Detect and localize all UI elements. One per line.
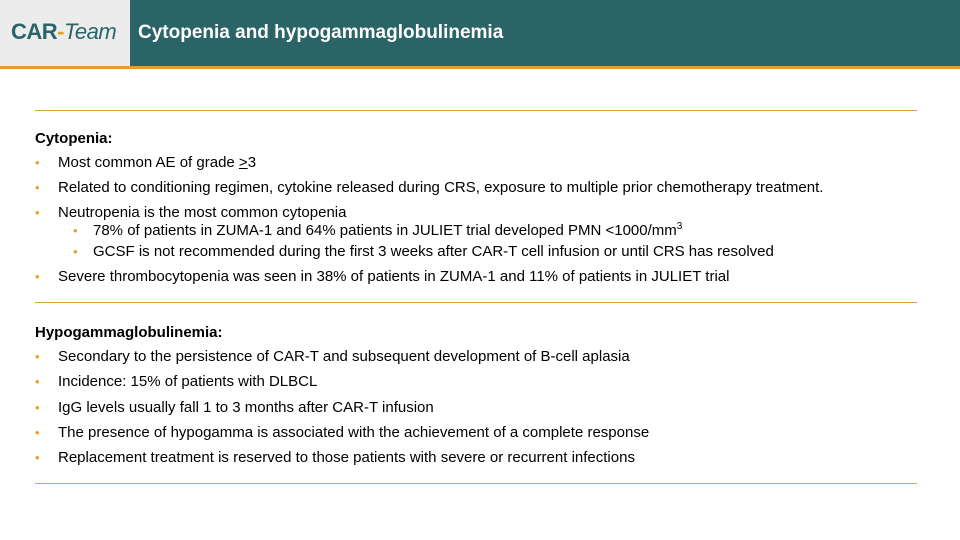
bullet-dot: •	[35, 269, 40, 284]
bullet-dot: •	[35, 180, 40, 195]
bullet-dot: •	[35, 205, 40, 220]
cytopenia-heading: Cytopenia:	[35, 130, 113, 147]
divider-bottom	[35, 483, 917, 484]
car-team-logo: CAR-Team	[11, 19, 117, 44]
slide-title: Cytopenia and hypogammaglobulinemia	[138, 22, 504, 43]
bullet-dot: •	[35, 374, 40, 389]
bullet-dot: •	[35, 400, 40, 415]
bullet-dot: •	[35, 155, 40, 170]
header-divider	[0, 66, 960, 69]
logo-panel	[0, 0, 130, 66]
divider-top	[35, 110, 917, 111]
divider-middle	[35, 302, 917, 303]
bullet-dot: •	[35, 349, 40, 364]
bullet-dot: •	[73, 223, 78, 238]
bullet-dot: •	[73, 244, 78, 259]
bullet-dot: •	[35, 425, 40, 440]
hypogamma-heading: Hypogammaglobulinemia:	[35, 324, 223, 341]
title-bar	[0, 0, 960, 66]
bullet-dot: •	[35, 450, 40, 465]
